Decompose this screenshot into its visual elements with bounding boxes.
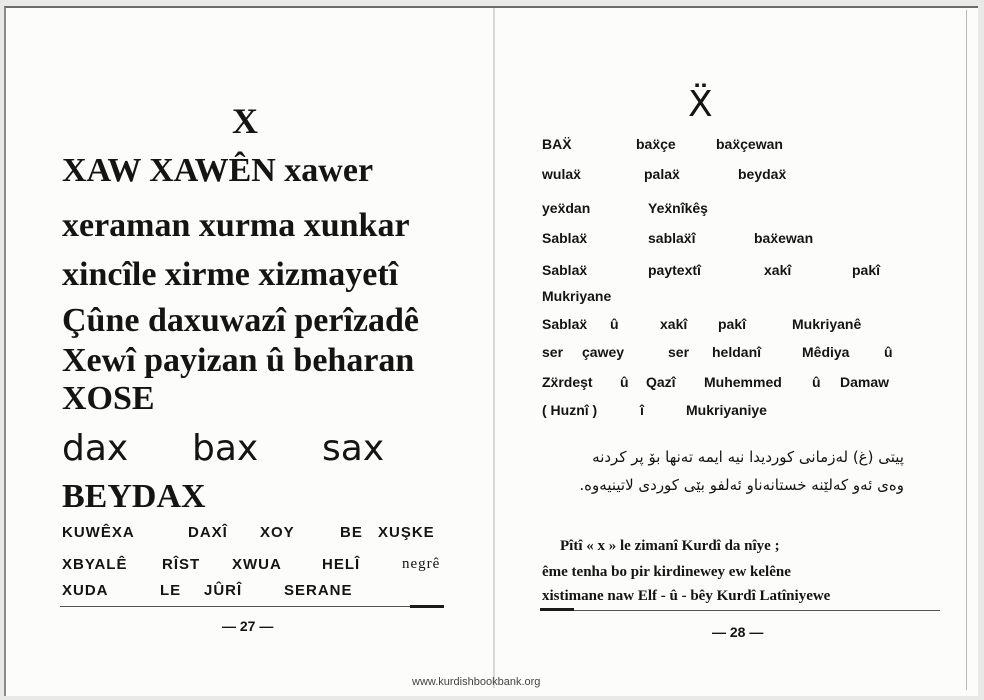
word: Muhemmed [704,374,782,390]
word: sablaẍî [648,230,696,246]
small-word: LE [160,582,182,599]
word: û [884,344,893,360]
rule-right-thick [540,608,574,611]
left-line-4: Çûne daxuwazî perîzadê [62,302,419,339]
rule-left [60,606,410,607]
word: baẍewan [754,230,814,246]
small-word: DAXÎ [188,524,228,541]
word: Sablaẍ [542,262,588,278]
word: Sablaẍ [542,230,588,246]
small-word: RÎST [162,556,201,573]
small-word: SERANE [284,582,353,599]
small-word: negrê [402,556,441,572]
word: heldanî [712,344,762,360]
small-word: JÛRÎ [204,582,243,599]
left-line-3: xincîle xirme xizmayetî [62,256,399,293]
left-line-2: xeraman xurma xunkar [62,207,410,244]
word: ser [668,344,690,360]
page-number-right: — 28 — [712,624,764,640]
word: ser [542,344,564,360]
book-gutter [493,8,495,688]
word: Zẍrdeşt [542,374,593,390]
modern-word-sax: sax [322,428,385,469]
left-line-1: XAW XAWÊN xawer [62,152,374,189]
word: Mukriyaniye [686,402,767,418]
word: paytextî [648,262,701,278]
word: baẍçewan [716,136,783,152]
left-line-beydax: BEYDAX [62,478,206,515]
small-word: XUŞKE [378,524,435,541]
arabic-line-1: پیتی (غ) لەزمانی کوردیدا نیە ایمە تەنها بۆ پر کردنە [592,448,904,466]
latin-line-2: ême tenha bo pir kirdinewey ew kelêne [542,564,791,580]
word: pakî [718,316,747,332]
page-edge [966,10,967,690]
latin-line-1: Pîtî « x » le zimanî Kurdî da nîye ; [560,538,780,554]
word: Mukriyane [542,288,612,304]
right-page-letter: Ẍ [688,84,713,125]
word: çawey [582,344,625,360]
left-page-letter: X [232,101,258,141]
word: Damaw [840,374,890,390]
word: Yeẍnîkêş [648,200,708,216]
word: û [610,316,619,332]
small-word: KUWÊXA [62,524,135,541]
rule-right [540,610,940,611]
word: ( Huznî ) [542,402,598,418]
small-word: XBYALÊ [62,556,128,573]
word: î [640,402,644,418]
word: beydaẍ [738,166,787,182]
left-line-6: XOSE [62,380,155,417]
word: xakî [764,262,792,278]
word: xakî [660,316,688,332]
small-word: XWUA [232,556,282,573]
footer-url: www.kurdishbookbank.org [412,676,541,688]
modern-word-bax: bax [192,428,259,469]
latin-line-3: xistimane naw Elf - û - bêy Kurdî Latîniyewe [542,588,831,604]
arabic-line-2: وەی ئەو کەلێنە خستانەناو ئەلفو بێی کوردی لاتینیەوە. [579,476,904,494]
word: û [812,374,821,390]
left-line-5: Xewî payizan û beharan [62,342,415,379]
word: wulaẍ [542,166,581,182]
word: palaẍ [644,166,680,182]
word: Mêdiya [802,344,850,360]
modern-word-dax: dax [62,428,129,469]
small-word: BE [340,524,363,541]
word: û [620,374,629,390]
word: Mukriyanê [792,316,862,332]
small-word: XOY [260,524,295,541]
word: pakî [852,262,881,278]
small-word: XUDA [62,582,109,599]
word: BAẌ [542,136,572,152]
page-number-left: — 27 — [222,618,274,634]
word: Qazî [646,374,676,390]
small-word: HELÎ [322,556,361,573]
word: Sablaẍ [542,316,588,332]
rule-left-thick [410,605,444,608]
word: yeẍdan [542,200,591,216]
word: baẍçe [636,136,676,152]
